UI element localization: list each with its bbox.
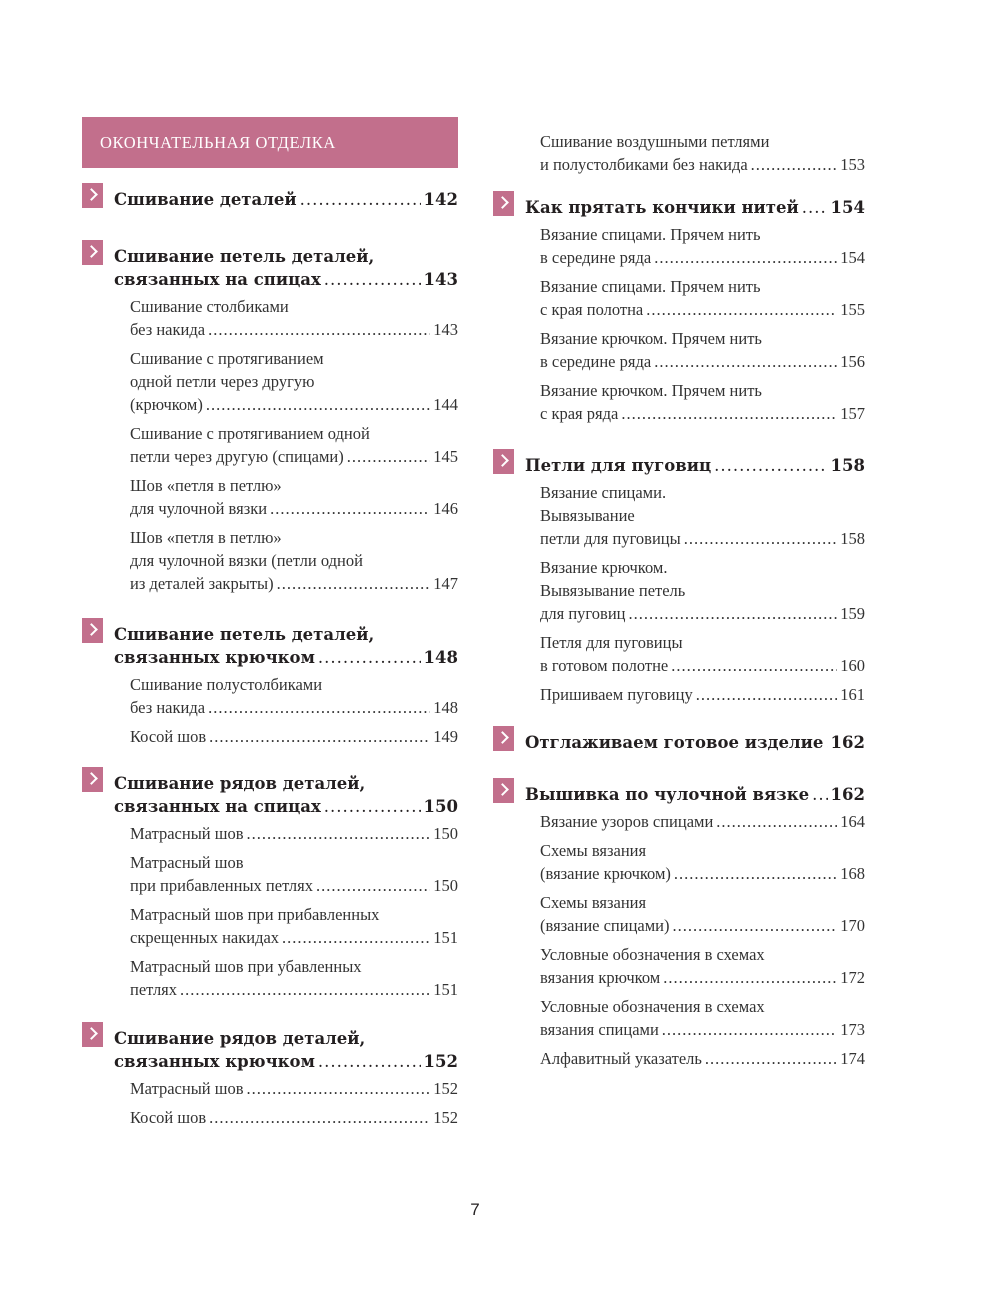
entry-line: Петля для пуговицы	[540, 633, 683, 652]
entry-line: Вязание спицами. Прячем нить	[540, 225, 761, 244]
entry-text: в середине ряда	[540, 248, 652, 267]
right-sections	[493, 196, 865, 1070]
entry-text: без накида	[130, 698, 206, 717]
page-ref: 158	[840, 529, 865, 548]
toc-item-last-line	[130, 1077, 458, 1100]
leader-dots	[208, 318, 430, 341]
chevron-right-icon	[82, 767, 103, 792]
toc-head-last-line	[114, 795, 458, 818]
page-ref: 172	[840, 968, 865, 987]
entry-line: Вязание спицами.	[540, 483, 667, 502]
entry-line: Шов «петля в петлю»	[130, 476, 282, 495]
toc-subentries	[82, 673, 458, 748]
entry-text: Алфавитный указатель	[540, 1049, 702, 1068]
toc-item-last-line	[540, 527, 865, 550]
toc-item-last-line	[540, 246, 865, 269]
leader-dots	[318, 646, 421, 669]
toc-subentry[interactable]	[130, 725, 458, 748]
entry-line: Сшивание столбиками	[130, 297, 289, 316]
toc-item-last-line	[540, 350, 865, 373]
page-ref: 149	[433, 727, 458, 746]
page-ref: 162	[830, 785, 865, 804]
toc-head-last-line	[525, 196, 865, 219]
leader-dots	[716, 810, 837, 833]
toc-item-last-line	[130, 393, 458, 416]
entry-line: Условные обозначения в схемах	[540, 997, 765, 1016]
entry-text: из деталей закрыты)	[130, 574, 274, 593]
leader-dots	[209, 1106, 430, 1129]
toc-subentry[interactable]	[130, 422, 458, 468]
page-ref: 150	[423, 797, 458, 816]
toc-subentries	[82, 1077, 458, 1129]
entry-line: Матрасный шов при убавленных	[130, 957, 362, 976]
entry-line: Матрасный шов при прибавленных	[130, 905, 380, 924]
toc-item-last-line	[130, 725, 458, 748]
entry-line: для чулочной вязки (петли одной	[130, 551, 363, 570]
entry-text: Косой шов	[130, 1108, 207, 1127]
chevron-right-icon	[493, 449, 514, 474]
toc-subentry[interactable]	[130, 903, 458, 949]
page-ref: 160	[840, 656, 865, 675]
page-ref: 143	[423, 270, 458, 289]
entry-line: одной петли через другую	[130, 372, 315, 391]
chevron-right-icon	[82, 240, 103, 265]
entry-text: вязания крючком	[540, 968, 661, 987]
page-ref: 155	[840, 300, 865, 319]
toc-head-last-line	[525, 783, 865, 806]
toc-section-heading[interactable]	[493, 454, 865, 477]
leader-dots	[654, 350, 837, 373]
leader-dots	[206, 393, 430, 416]
page-ref: 157	[840, 404, 865, 423]
toc-item-last-line	[130, 445, 458, 468]
toc-section-heading[interactable]	[493, 783, 865, 806]
page-ref: 146	[433, 499, 458, 518]
heading-line: Сшивание петель деталей,	[114, 247, 375, 266]
toc-item-last-line	[130, 926, 458, 949]
entry-text: Косой шов	[130, 727, 207, 746]
toc-item-last-line	[540, 153, 865, 176]
page-ref: 145	[433, 447, 458, 466]
entry-line: Вывязывание петель	[540, 581, 686, 600]
toc-subentry[interactable]	[540, 810, 865, 833]
toc-item-last-line	[130, 978, 458, 1001]
entry-text: петли через другую (спицами)	[130, 447, 344, 466]
entry-text: (крючком)	[130, 395, 203, 414]
toc-subentry[interactable]	[130, 474, 458, 520]
toc-subentry[interactable]	[540, 130, 865, 176]
leader-dots	[347, 445, 431, 468]
toc-subentry[interactable]	[130, 1077, 458, 1100]
toc-item-last-line	[540, 1018, 865, 1041]
entry-line: Вязание спицами. Прячем нить	[540, 277, 761, 296]
chevron-right-icon	[82, 1022, 103, 1047]
toc-subentry[interactable]	[540, 943, 865, 989]
entry-text: вязания спицами	[540, 1020, 659, 1039]
toc-item-last-line	[540, 602, 865, 625]
toc-section-heading[interactable]	[493, 731, 865, 754]
toc-section-heading[interactable]	[82, 772, 458, 818]
chevron-right-icon	[493, 191, 514, 216]
toc-head-last-line	[525, 454, 865, 477]
entry-line: Схемы вязания	[540, 893, 647, 912]
toc-head-last-line	[114, 268, 458, 291]
page-ref: 143	[433, 320, 458, 339]
entry-text: Как прятать кончики нитей	[525, 198, 799, 217]
toc-subentry[interactable]	[540, 839, 865, 885]
entry-line: Матрасный шов	[130, 853, 244, 872]
entry-text: связанных на спицах	[114, 270, 321, 289]
entry-line: Условные обозначения в схемах	[540, 945, 765, 964]
leader-dots	[628, 602, 837, 625]
toc-subentry[interactable]	[540, 223, 865, 269]
leader-dots	[316, 874, 430, 897]
toc-section	[493, 783, 865, 1070]
entry-text: связанных на спицах	[114, 797, 321, 816]
toc-subentries	[493, 810, 865, 1070]
entry-text: с края ряда	[540, 404, 619, 423]
toc-section	[493, 454, 865, 706]
heading-line: Сшивание петель деталей,	[114, 625, 375, 644]
toc-subentry[interactable]	[540, 327, 865, 373]
left-sections	[82, 188, 458, 1129]
leader-dots	[696, 683, 838, 706]
entry-text: Сшивание деталей	[114, 190, 297, 209]
page-ref: 168	[840, 864, 865, 883]
toc-subentry[interactable]	[130, 295, 458, 341]
toc-subentry[interactable]	[130, 851, 458, 897]
entry-text: Матрасный шов	[130, 1079, 244, 1098]
page-ref: 150	[433, 824, 458, 843]
toc-section	[493, 196, 865, 425]
toc-left-column	[82, 117, 458, 1135]
toc-item-last-line	[540, 862, 865, 885]
leader-dots	[684, 527, 838, 550]
entry-text: (вязание крючком)	[540, 864, 671, 883]
toc-head-last-line	[114, 188, 458, 211]
leader-dots	[705, 1047, 837, 1070]
leader-dots	[674, 862, 837, 885]
toc-subentries	[82, 295, 458, 595]
entry-text: при прибавленных петлях	[130, 876, 313, 895]
leader-dots	[663, 966, 837, 989]
entry-line: Сшивание полустолбиками	[130, 675, 323, 694]
toc-subentry[interactable]	[540, 379, 865, 425]
toc-item-last-line	[540, 810, 865, 833]
page-ref: 154	[840, 248, 865, 267]
page-ref: 154	[830, 198, 865, 217]
page-ref: 150	[433, 876, 458, 895]
entry-line: Шов «петля в петлю»	[130, 528, 282, 547]
toc-subentry[interactable]	[130, 822, 458, 845]
toc-subentry[interactable]	[130, 526, 458, 595]
entry-line: Вывязывание	[540, 506, 635, 525]
toc-head-last-line	[114, 646, 458, 669]
toc-item-last-line	[130, 696, 458, 719]
toc-section	[82, 623, 458, 748]
entry-text: без накида	[130, 320, 206, 339]
leader-dots	[826, 731, 827, 754]
leader-dots	[324, 268, 421, 291]
page-ref: 152	[423, 1052, 458, 1071]
toc-item-last-line	[540, 1047, 865, 1070]
chevron-right-icon	[493, 726, 514, 751]
toc-subentry[interactable]	[540, 891, 865, 937]
page-ref: 151	[433, 928, 458, 947]
toc-subentries	[82, 822, 458, 1001]
toc-section	[82, 188, 458, 211]
leader-dots	[621, 402, 837, 425]
leader-dots	[714, 454, 827, 477]
toc-subentry[interactable]	[540, 631, 865, 677]
chevron-right-icon	[82, 183, 103, 208]
page-ref: 153	[840, 155, 865, 174]
entry-text: Отглаживаем готовое изделие	[525, 733, 824, 752]
toc-item-last-line	[130, 874, 458, 897]
entry-line: Вязание крючком. Прячем нить	[540, 329, 762, 348]
heading-line: Сшивание рядов деталей,	[114, 1029, 366, 1048]
page-ref: 142	[423, 190, 458, 209]
chevron-right-icon	[82, 618, 103, 643]
leader-dots	[654, 246, 837, 269]
right-top-items	[493, 130, 865, 176]
leader-dots	[673, 914, 838, 937]
entry-text: для пуговиц	[540, 604, 626, 623]
toc-subentry[interactable]	[540, 481, 865, 550]
toc-section	[82, 245, 458, 595]
toc-subentries	[493, 223, 865, 425]
leader-dots	[802, 196, 828, 219]
page-ref: 151	[433, 980, 458, 999]
toc-item-last-line	[540, 683, 865, 706]
leader-dots	[812, 783, 827, 806]
toc-right-column	[493, 130, 865, 1076]
entry-line: Сшивание воздушными петлями	[540, 132, 770, 151]
toc-subentry[interactable]	[540, 556, 865, 625]
chapter-banner: ОКОНЧАТЕЛЬНАЯ ОТДЕЛКА	[82, 117, 458, 168]
entry-text: петли для пуговицы	[540, 529, 681, 548]
entry-text: (вязание спицами)	[540, 916, 670, 935]
page-ref: 164	[840, 812, 865, 831]
entry-text: связанных крючком	[114, 648, 315, 667]
leader-dots	[671, 654, 837, 677]
entry-line: Вязание крючком. Прячем нить	[540, 381, 762, 400]
toc-section-heading[interactable]	[82, 245, 458, 291]
page-ref: 148	[423, 648, 458, 667]
entry-text: для чулочной вязки	[130, 499, 268, 518]
leader-dots	[270, 497, 430, 520]
page-ref: 173	[840, 1020, 865, 1039]
chevron-right-icon	[493, 778, 514, 803]
entry-text: петлях	[130, 980, 178, 999]
toc-item-last-line	[540, 914, 865, 937]
toc-subentries	[493, 481, 865, 706]
page-ref: 152	[433, 1108, 458, 1127]
leader-dots	[180, 978, 430, 1001]
leader-dots	[662, 1018, 837, 1041]
toc-subentry[interactable]	[540, 275, 865, 321]
page-ref: 147	[433, 574, 458, 593]
leader-dots	[282, 926, 430, 949]
toc-section-heading[interactable]	[82, 188, 458, 211]
toc-item-last-line	[130, 1106, 458, 1129]
toc-head-last-line	[114, 1050, 458, 1073]
leader-dots	[209, 725, 430, 748]
entry-text: Матрасный шов	[130, 824, 244, 843]
entry-text: в середине ряда	[540, 352, 652, 371]
toc-item-last-line	[540, 402, 865, 425]
entry-text: в готовом полотне	[540, 656, 669, 675]
toc-item-last-line	[130, 572, 458, 595]
page-ref: 162	[830, 733, 865, 752]
entry-line: Вязание крючком.	[540, 558, 668, 577]
leader-dots	[324, 795, 421, 818]
toc-section	[82, 772, 458, 1001]
leader-dots	[646, 298, 837, 321]
entry-text: Пришиваем пуговицу	[540, 685, 693, 704]
page-ref: 156	[840, 352, 865, 371]
toc-item-last-line	[130, 318, 458, 341]
entry-line: Схемы вязания	[540, 841, 647, 860]
page-ref: 144	[433, 395, 458, 414]
leader-dots	[247, 1077, 431, 1100]
heading-line: Сшивание рядов деталей,	[114, 774, 366, 793]
leader-dots	[318, 1050, 421, 1073]
page-ref: 170	[840, 916, 865, 935]
toc-section-heading[interactable]	[82, 1027, 458, 1073]
page-ref: 152	[433, 1079, 458, 1098]
toc-subentry[interactable]	[540, 683, 865, 706]
entry-text: Вышивка по чулочной вязке	[525, 785, 810, 804]
toc-item-last-line	[130, 497, 458, 520]
entry-text: и полустолбиками без накида	[540, 155, 748, 174]
page-ref: 174	[840, 1049, 865, 1068]
toc-subentry[interactable]	[540, 995, 865, 1041]
toc-subentry[interactable]	[130, 673, 458, 719]
toc-item-last-line	[540, 654, 865, 677]
toc-item-last-line	[540, 966, 865, 989]
entry-text: с края полотна	[540, 300, 644, 319]
leader-dots	[751, 153, 838, 176]
leader-dots	[208, 696, 430, 719]
page-ref: 161	[840, 685, 865, 704]
page-ref: 148	[433, 698, 458, 717]
entry-line: Сшивание с протягиванием	[130, 349, 324, 368]
leader-dots	[247, 822, 431, 845]
toc-item-last-line	[540, 298, 865, 321]
toc-subentry[interactable]	[540, 1047, 865, 1070]
entry-text: связанных крючком	[114, 1052, 315, 1071]
toc-section	[82, 1027, 458, 1129]
entry-text: Петли для пуговиц	[525, 456, 712, 475]
entry-text: скрещенных накидах	[130, 928, 280, 947]
toc-section-heading[interactable]	[82, 623, 458, 669]
leader-dots	[277, 572, 431, 595]
page-ref: 159	[840, 604, 865, 623]
page-number: 7	[470, 1200, 480, 1219]
toc-section-heading[interactable]	[493, 196, 865, 219]
toc-subentry[interactable]	[130, 1106, 458, 1129]
toc-section	[493, 731, 865, 754]
page-ref: 158	[830, 456, 865, 475]
toc-head-last-line	[525, 731, 865, 754]
toc-subentry[interactable]	[130, 955, 458, 1001]
leader-dots	[300, 188, 421, 211]
entry-text: Вязание узоров спицами	[540, 812, 714, 831]
toc-item-last-line	[130, 822, 458, 845]
toc-subentry[interactable]	[130, 347, 458, 416]
entry-line: Сшивание с протягиванием одной	[130, 424, 370, 443]
